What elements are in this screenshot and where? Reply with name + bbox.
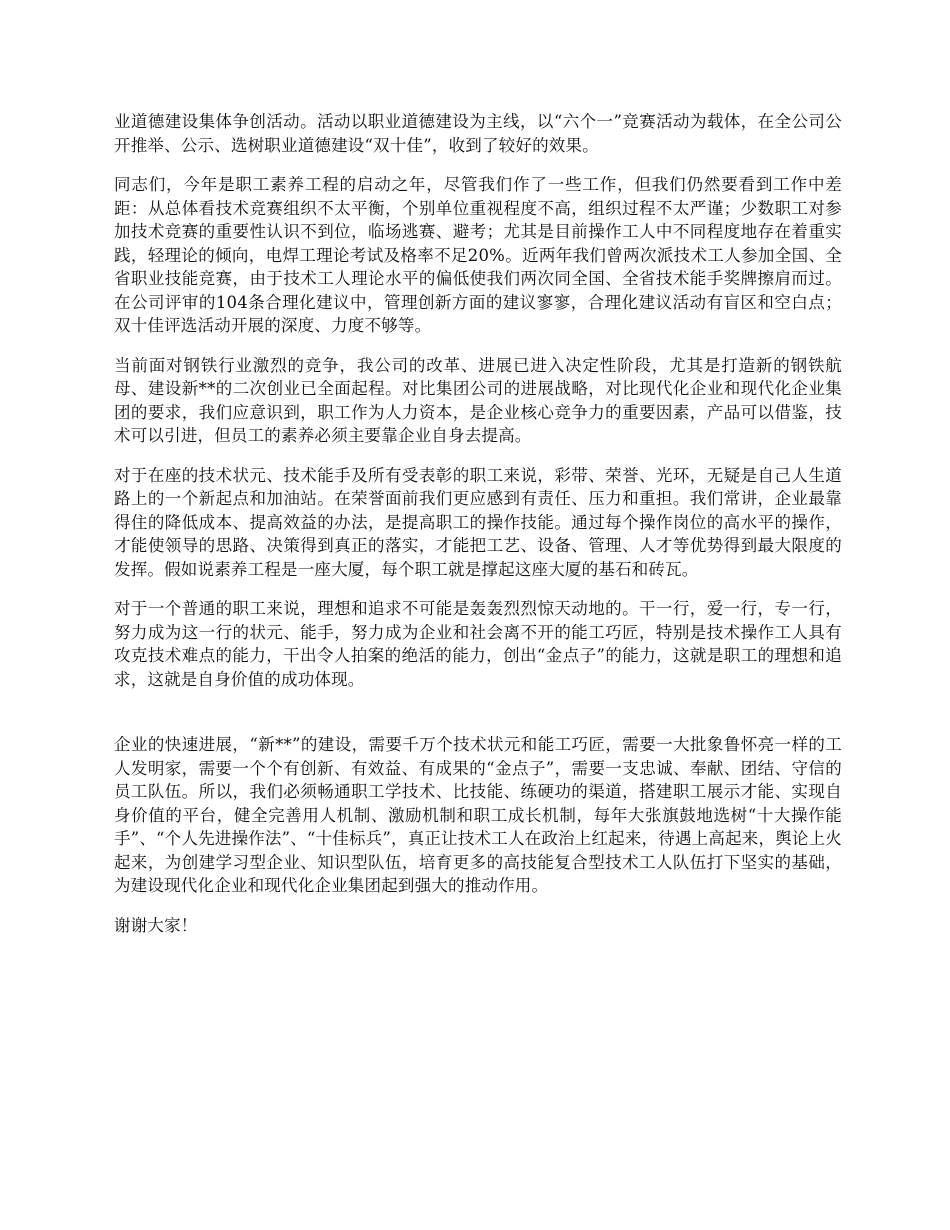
paragraph-2: 同志们，今年是职工素养工程的启动之年，尽管我们作了一些工作，但我们仍然要看到工作中差距：从总体看技术竞赛组织不太平衡，个别单位重视程度不高，组织过程不太严谨；少数职工对参加技术竞赛的重要性认识不到位，临场逃赛、避考；尤其是目前操作工人中不同程度地存在着重实践，轻理论的倾向，电焊工理论考试及格率不足20%。近两年我们曾两次派技术工人参加全国、全省职业技能竞赛，由于技术工人理论水平的偏低使我们两次同全国、全省技术能手奖牌擦肩而过。在公司评审的104条合理化建议中，管理创新方面的建议寥寥，合理化建议活动有盲区和空白点；双十佳评选活动开展的深度、力度不够等。	[114, 175, 842, 335]
paragraph-3: 当前面对钢铁行业激烈的竞争，我公司的改革、进展已进入决定性阶段，尤其是打造新的钢铁航母、建设新**的二次创业已全面起程。对比集团公司的进展战略，对比现代化企业和现代化企业集团的要求，我们应意识到，职工作为人力资本，是企业核心竞争力的重要因素，产品可以借鉴，技术可以引进，但员工的素养必须主要靠企业自身去提高。	[114, 355, 842, 445]
closing-line: 谢谢大家！	[114, 915, 198, 935]
paragraph-5: 对于一个普通的职工来说，理想和追求不可能是轰轰烈烈惊天动地的。干一行，爱一行，专一行，努力成为这一行的状元、能手，努力成为企业和社会离不开的能工巧匠，特别是技术操作工人具有攻克技术难点的能力，干出令人拍案的绝活的能力，创出“金点子”的能力，这就是职工的理想和追求，这就是自身价值的成功体现。	[114, 599, 842, 689]
document-page	[114, 110, 842, 953]
paragraph-1: 业道德建设集体争创活动。活动以职业道德建设为主线，以“六个一”竞赛活动为载体，在全公司公开推举、公示、选树职业道德建设“双十佳”，收到了较好的效果。	[114, 112, 842, 155]
paragraph-spacer	[114, 707, 842, 733]
paragraph-6: 企业的快速进展，“新**”的建设，需要千万个技术状元和能工巧匠，需要一大批象鲁怀亮一样的工人发明家，需要一个个有创新、有效益、有成果的“金点子”，需要一支忠诚、奉献、团结、守信的员工队伍。所以，我们必须畅通职工学技术、比技能、练硬功的渠道，搭建职工展示才能、实现自身价值的平台，健全完善用人机制、激励机制和职工成长机制，每年大张旗鼓地选树“十大操作能手”、“个人先进操作法”、“十佳标兵”，真正让技术工人在政治上红起来，待遇上高起来，舆论上火起来，为创建学习型企业、知识型队伍，培育更多的高技能复合型技术工人队伍打下坚实的基础，为建设现代化企业和现代化企业集团起到强大的推动作用。	[114, 735, 842, 895]
paragraph-4: 对于在座的技术状元、技术能手及所有受表彰的职工来说，彩带、荣誉、光环，无疑是自己人生道路上的一个新起点和加油站。在荣誉面前我们更应感到有责任、压力和重担。我们常讲，企业最靠得住的降低成本、提高效益的办法，是提高职工的操作技能。通过每个操作岗位的高水平的操作，才能使领导的思路、决策得到真正的落实，才能把工艺、设备、管理、人才等优势得到最大限度的发挥。假如说素养工程是一座大厦，每个职工就是撑起这座大厦的基石和砖瓦。	[114, 465, 842, 579]
